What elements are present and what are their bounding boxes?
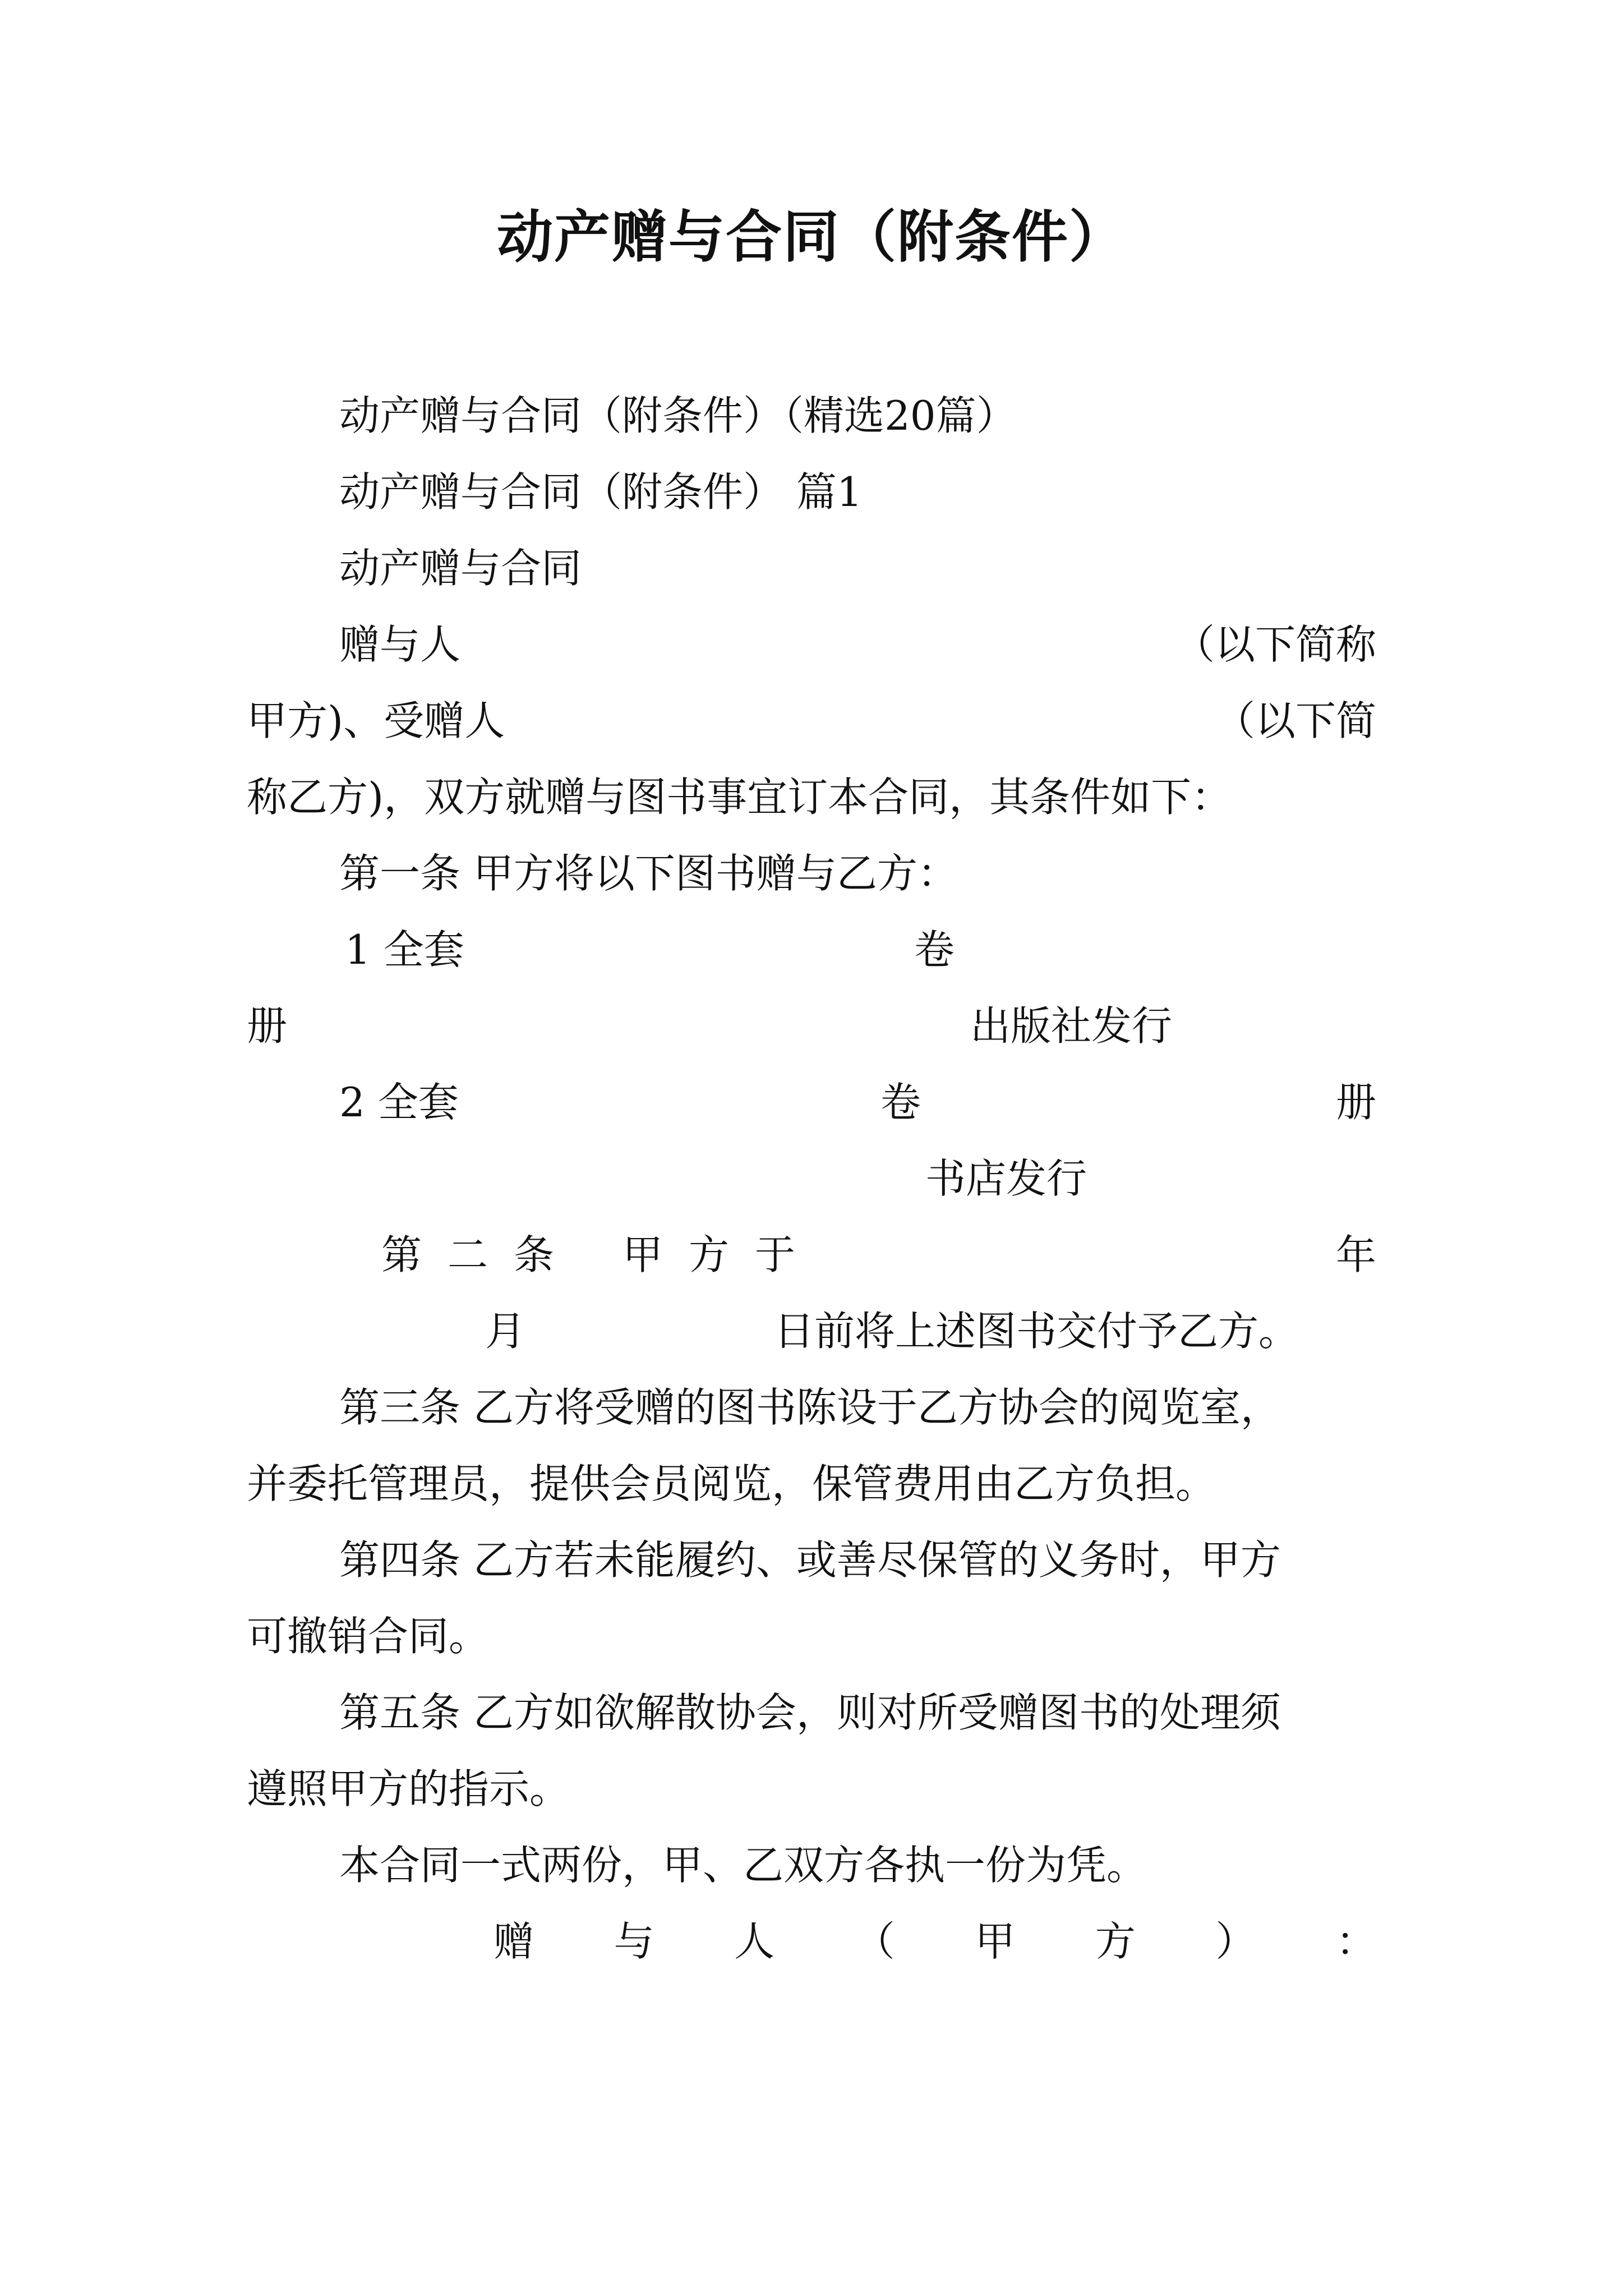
parties-line-1 — [339, 608, 1376, 681]
intro-line: 动产赠与合同（附条件）（精选20篇） — [339, 392, 1017, 439]
donee-abbrev: （以下简 — [1214, 697, 1376, 744]
book-item-1-set: 1 全套 — [345, 926, 464, 973]
signature-char: 人 — [734, 1918, 775, 1965]
signature-char: 赠 — [494, 1918, 534, 1965]
sub-heading: 动产赠与合同 — [339, 545, 582, 592]
book-item-2-line-a — [247, 1066, 1376, 1139]
signature-donor — [494, 1905, 1376, 1978]
article-4-line-2: 可撤销合同。 — [247, 1613, 490, 1660]
book-item-2-line-b — [247, 1142, 1376, 1215]
book-item-2-bookstore: 书店发行 — [925, 1155, 1087, 1202]
section-heading: 动产赠与合同（附条件） 篇1 — [339, 468, 863, 516]
signature-char: （ — [854, 1918, 895, 1965]
signature-char: 甲 — [975, 1918, 1016, 1965]
article-2-label: 第二条 — [381, 1231, 580, 1278]
signature-char: ） — [1215, 1918, 1256, 1965]
copies-clause: 本合同一式两份，甲、乙双方各执一份为凭。 — [339, 1842, 1147, 1889]
book-item-1-copies: 册 — [247, 1002, 288, 1050]
article-2-line-1 — [247, 1218, 1376, 1291]
book-item-1-line-a — [247, 913, 1376, 986]
book-item-2-copies: 册 — [1335, 1079, 1376, 1126]
parties-line-2 — [247, 684, 1376, 757]
donor-label: 赠与人 — [339, 621, 461, 668]
book-item-2-set: 2 全套 — [339, 1079, 459, 1126]
donee-label: 甲方)、受赠人 — [247, 697, 505, 744]
document-title: 动产赠与合同（附条件） — [497, 204, 1126, 270]
article-2-year: 年 — [1335, 1231, 1376, 1278]
book-item-1-publisher: 出版社发行 — [970, 1002, 1173, 1050]
article-5-line-2: 遵照甲方的指示。 — [247, 1765, 570, 1812]
article-2-party: 甲方于 — [623, 1231, 822, 1278]
signature-char: ： — [1335, 1918, 1376, 1965]
donor-abbrev: （以下简称 — [1174, 621, 1376, 668]
book-item-2-volume: 卷 — [880, 1079, 921, 1126]
article-1: 第一条 甲方将以下图书赠与乙方： — [339, 850, 958, 897]
article-4-line-1: 第四条 乙方若未能履约、或善尽保管的义务时，甲方 — [339, 1536, 1281, 1584]
article-3-line-1: 第三条 乙方将受赠的图书陈设于乙方协会的阅览室， — [339, 1384, 1281, 1431]
book-item-1-line-b — [247, 990, 1376, 1062]
signature-char: 方 — [1095, 1918, 1136, 1965]
article-5-line-1: 第五条 乙方如欲解散协会，则对所受赠图书的处理须 — [339, 1689, 1281, 1736]
parties-line-3: 称乙方)，双方就赠与图书事宜订本合同，其条件如下： — [247, 774, 1232, 821]
signature-char: 与 — [614, 1918, 654, 1965]
book-item-1-volume: 卷 — [914, 926, 955, 973]
article-2-deadline: 日前将上述图书交付予乙方。 — [774, 1308, 1299, 1355]
article-2-month: 月 — [485, 1308, 526, 1355]
article-3-line-2: 并委托管理员，提供会员阅览，保管费用由乙方负担。 — [247, 1460, 1216, 1507]
article-2-line-2 — [247, 1295, 1376, 1368]
